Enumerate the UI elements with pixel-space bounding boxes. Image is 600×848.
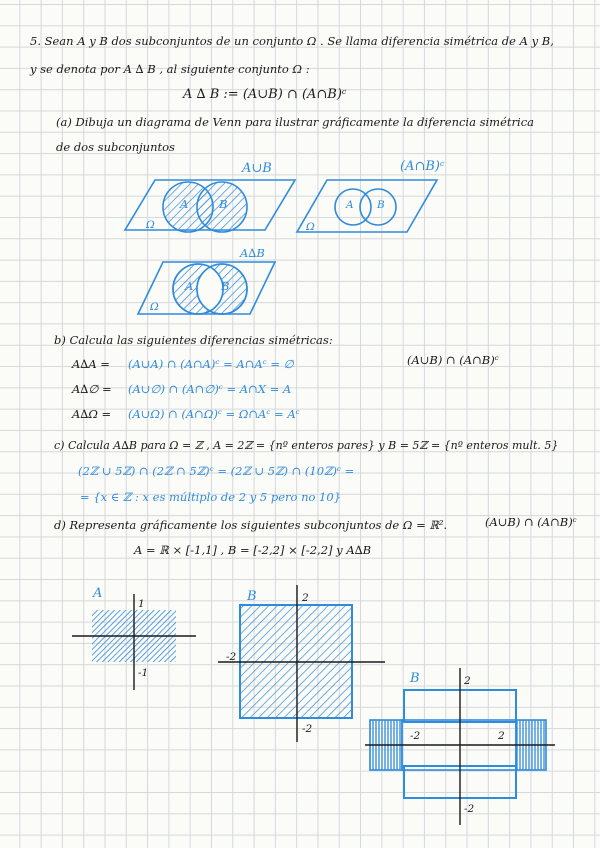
graph-c-tick-m2-y: -2 [464,803,475,815]
part-a-text-2: de dos subconjuntos [56,140,175,154]
part-b-row2-rhs: (A∪∅) ∩ (A∩∅)ᶜ = A∩X = A [128,382,292,396]
venn3-set-b: B [221,279,230,293]
part-d-sets: A = ℝ × [-1,1] , B = [-2,2] × [-2,2] y A∆B [134,543,372,557]
part-b-row1-lhs: A∆A = [72,357,110,371]
part-d-text: d) Representa gráficamente los siguientes subconjuntos de Ω = ℝ². [54,518,448,532]
problem-line-2: y se denota por A ∆ B , al siguiente conjunto Ω : [30,62,310,76]
venn3-set-a: A [185,279,194,293]
graph-c-tick-m2: -2 [410,730,421,742]
graph-a-tick-m1: -1 [138,667,149,679]
venn1-set-a: A [180,197,189,211]
venn-complement [297,180,437,232]
graph-b-tick-2: 2 [302,592,309,604]
part-b-text: b) Calcula las siguientes diferencias simétricas: [54,333,333,347]
graph-b-label: B [247,589,257,604]
venn2-set-a: A [346,199,354,211]
graph-c-tick-2: 2 [464,675,471,687]
venn2-label: (A∩B)ᶜ [400,159,445,174]
venn2-omega: Ω [306,221,315,233]
graph-c-tick-2-x: 2 [498,730,505,742]
graph-b [218,585,385,742]
graph-a [72,594,196,690]
venn1-omega: Ω [146,219,155,231]
part-d-side-note: (A∪B) ∩ (A∩B)ᶜ [485,515,577,529]
graph-symmetric-difference [365,668,555,825]
graph-a-label: A [93,586,103,601]
universe-parallelogram-2 [297,180,437,232]
venn3-label: A∆B [240,246,265,260]
part-c-text: c) Calcula A∆B para Ω = ℤ , A = 2ℤ = {nº enteros pares} y B = 5ℤ = {nº enteros mult. 5} [54,439,559,452]
part-b-row3-lhs: A∆Ω = [72,407,112,421]
graph-b-tick-m2: -2 [226,651,237,663]
problem-line-1: 5. Sean A y B dos subconjuntos de un conjunto Ω . Se llama diferencia simétrica de A y B, [30,34,554,48]
graph-c-label: B [410,671,420,686]
part-b-row1-rhs: (A∪A) ∩ (A∩A)ᶜ = A∩Aᶜ = ∅ [128,357,294,371]
part-c-work-2: = {x ∈ ℤ : x es múltiplo de 2 y 5 pero no 10} [80,490,342,504]
venn3-omega: Ω [150,301,159,313]
definition: A ∆ B := (A∪B) ∩ (A∩B)ᶜ [183,87,347,102]
graph-b-tick-m2-y: -2 [302,723,313,735]
venn1-set-b: B [219,197,228,211]
part-b-row2-lhs: A∆∅ = [72,382,112,396]
part-a-text-1: (a) Dibuja un diagrama de Venn para ilustrar gráficamente la diferencia simétrica [56,115,534,129]
venn2-set-b: B [377,199,385,211]
graph-a-tick-1: 1 [138,598,145,610]
part-b-row3-rhs: (A∪Ω) ∩ (A∩Ω)ᶜ = Ω∩Aᶜ = Aᶜ [128,407,300,421]
part-c-work-1: (2ℤ ∪ 5ℤ) ∩ (2ℤ ∩ 5ℤ)ᶜ = (2ℤ ∪ 5ℤ) ∩ (10ℤ)ᶜ = [78,464,355,478]
venn1-label: A∪B [242,161,272,176]
part-b-side-note: (A∪B) ∩ (A∩B)ᶜ [407,353,499,367]
